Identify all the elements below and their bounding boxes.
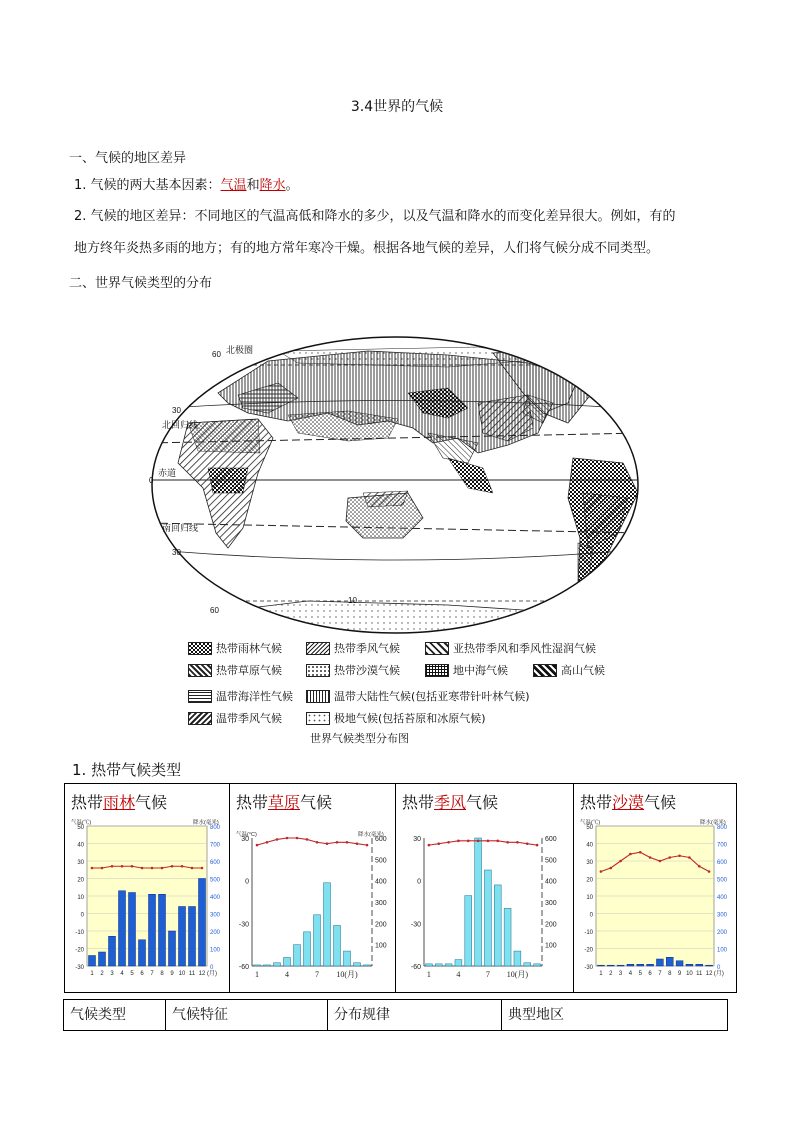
- month-tick-label: 9: [170, 971, 174, 977]
- legend-mediterranean: [425, 662, 508, 678]
- legend-label: 温带海洋性气候: [216, 690, 293, 703]
- temperature-point: [600, 870, 603, 873]
- precip-bar: [344, 951, 351, 966]
- precip-bar: [656, 959, 663, 966]
- temp-axis-label: 气温(℃): [580, 820, 601, 826]
- month-tick-label: 9: [677, 971, 682, 977]
- precip-tick-label: 600: [717, 860, 728, 866]
- precip-bar: [199, 879, 206, 967]
- temp-tick-label: -20: [584, 947, 593, 954]
- month-tick-label: 1: [426, 970, 431, 979]
- label-equator: 赤道: [158, 468, 177, 478]
- month-tick-label: (月): [207, 971, 217, 977]
- month-tick-label: 5: [638, 971, 642, 977]
- term-precipitation: 降水: [259, 178, 286, 193]
- precip-bar: [179, 907, 186, 967]
- temperature-point: [428, 844, 431, 847]
- precip-bar: [637, 964, 644, 966]
- temperature-point: [286, 837, 289, 840]
- legend-label: 热带雨林气候: [216, 642, 282, 655]
- precip-bar: [334, 925, 341, 966]
- legend-label: 温带大陆性气候(包括亚寒带针叶林气候): [334, 690, 530, 703]
- temperature-point: [296, 837, 299, 840]
- table-header-type: 气候类型: [64, 1000, 166, 1030]
- precip-tick-label: 400: [717, 895, 728, 901]
- legend-label: 热带草原气候: [216, 664, 282, 677]
- precip-tick-label: 100: [375, 942, 387, 950]
- section2-heading: 二、世界气候类型的分布: [69, 276, 213, 291]
- month-tick-label: 7: [658, 971, 662, 977]
- label-lat-60s: 60: [210, 606, 219, 615]
- precip-bar: [686, 964, 693, 966]
- month-tick-label: 3: [110, 971, 114, 977]
- temperature-point: [336, 841, 339, 844]
- swatch-icon: [306, 690, 330, 703]
- precip-bar: [119, 891, 126, 966]
- month-tick-label: 8: [668, 971, 672, 977]
- legend-label: 亚热带季风和季风性湿润气候: [453, 642, 596, 655]
- title-prefix: 热带: [580, 793, 613, 812]
- temperature-point: [688, 856, 691, 859]
- item2-line2: 地方终年炎热多雨的地方；有的地方常年寒冷干燥。根据各地气候的差异，人们将气候分成不同类型。: [74, 241, 660, 256]
- title-prefix: 热带: [71, 793, 104, 812]
- month-tick-label: (月): [713, 971, 724, 977]
- precip-tick-label: 100: [210, 947, 221, 954]
- temp-tick-label: 40: [586, 842, 593, 849]
- table-header-features: 气候特征: [166, 1000, 328, 1030]
- temp-axis-label: 气温(°C): [236, 832, 257, 838]
- temp-tick-label: -30: [75, 965, 84, 971]
- temp-tick-label: 0: [245, 878, 249, 886]
- month-tick-label: 11: [188, 971, 196, 977]
- legend-polar: [306, 710, 486, 726]
- precip-tick-label: 200: [210, 930, 221, 936]
- temperature-point: [678, 854, 681, 857]
- title-suffix: 气候: [644, 793, 677, 812]
- precip-bar: [475, 838, 482, 966]
- tropical-heading: 1. 热带气候类型: [72, 761, 182, 779]
- temperature-point: [201, 867, 204, 870]
- precip-bar: [706, 965, 713, 966]
- title-suffix: 气候: [300, 793, 333, 812]
- precip-tick-label: 500: [717, 877, 728, 884]
- month-tick-label: 7: [485, 970, 490, 979]
- temp-tick-label: 50: [77, 825, 84, 831]
- precip-tick-label: 400: [210, 895, 221, 901]
- precip-bar: [455, 960, 462, 966]
- precip-tick-label: 400: [545, 878, 557, 886]
- month-tick-label: 7: [150, 971, 154, 977]
- precip-bar: [169, 931, 176, 966]
- chart-cell-monsoon: [396, 784, 574, 992]
- precip-bar: [504, 908, 511, 966]
- temp-tick-label: 0: [417, 878, 421, 886]
- precip-bar: [294, 945, 301, 966]
- temp-tick-label: 10: [77, 895, 84, 901]
- temperature-point: [487, 840, 490, 843]
- precip-tick-label: 300: [375, 900, 387, 907]
- item1-end: 。: [285, 178, 299, 193]
- legend-tropical-monsoon: [306, 640, 400, 656]
- month-tick-label: 6: [648, 971, 652, 977]
- chart-cell-savanna: [230, 784, 396, 992]
- month-tick-label: 2: [100, 971, 104, 977]
- precip-tick-label: 600: [210, 860, 221, 866]
- precip-bar: [494, 885, 501, 966]
- temperature-point: [256, 844, 259, 847]
- temp-tick-label: 20: [77, 877, 84, 884]
- precip-bar: [274, 963, 281, 966]
- title-suffix: 气候: [466, 793, 499, 812]
- precip-tick-label: 200: [545, 921, 557, 929]
- temperature-point: [346, 841, 349, 844]
- temperature-point: [477, 840, 480, 843]
- temp-tick-label: 30: [241, 836, 249, 843]
- temperature-point: [326, 842, 329, 845]
- temperature-point: [191, 867, 194, 870]
- temperature-point: [708, 870, 711, 873]
- label-tropic-of-cancer: 北回归线: [162, 420, 199, 430]
- swatch-icon: [188, 690, 212, 703]
- item1-prefix: 1. 气候的两大基本因素：: [74, 178, 221, 193]
- legend-temperate-monsoon: [188, 710, 282, 726]
- temperature-point: [619, 860, 622, 863]
- temperature-point: [437, 842, 440, 845]
- legend-highland: [533, 662, 605, 678]
- temperature-point: [121, 865, 124, 868]
- temperature-line: [429, 841, 537, 845]
- legend-label: 极地气候(包括苔原和冰原气候): [334, 712, 486, 725]
- swatch-icon: [188, 642, 212, 655]
- map-caption: 世界气候类型分布图: [310, 732, 409, 745]
- climate-chart-monsoon: [398, 816, 570, 988]
- climate-chart-savanna: [232, 816, 394, 988]
- precip-bar: [364, 965, 371, 966]
- table-header-distribution: 分布规律: [328, 1000, 502, 1030]
- precip-bar: [445, 964, 452, 966]
- swatch-icon: [306, 642, 330, 655]
- month-tick-label: 10(月): [336, 970, 358, 979]
- temp-tick-label: 20: [586, 877, 593, 884]
- month-tick-label: 3: [618, 971, 623, 977]
- chart-cell-desert: [574, 784, 736, 992]
- temp-tick-label: -20: [75, 947, 84, 954]
- precip-bar: [324, 883, 331, 966]
- chart-cell-rainforest: [65, 784, 230, 992]
- month-tick-label: 4: [628, 971, 633, 977]
- precip-tick-label: 300: [210, 912, 221, 919]
- precip-axis-label: 降水(毫米): [193, 820, 219, 826]
- item2-line1: 2. 气候的地区差异：不同地区的气温高低和降水的多少，以及气温和降水的而变化差异很大。例如，有的: [74, 209, 676, 224]
- legend-tropical-desert: [306, 662, 400, 678]
- precip-tick-label: 0: [210, 965, 214, 971]
- title-prefix: 热带: [402, 793, 435, 812]
- precip-bar: [129, 893, 136, 967]
- precip-tick-label: 200: [717, 930, 728, 936]
- swatch-icon: [188, 712, 212, 725]
- precip-bar: [607, 965, 614, 966]
- swatch-icon: [188, 664, 212, 677]
- temperature-point: [266, 841, 269, 844]
- temperature-point: [629, 853, 632, 856]
- label-lon-10: 10: [348, 596, 357, 605]
- climate-chart-table: [64, 783, 737, 993]
- temp-tick-label: -60: [410, 964, 421, 971]
- precip-bar: [676, 961, 683, 966]
- month-tick-label: 4: [285, 970, 289, 979]
- precip-bar: [89, 956, 96, 967]
- temperature-point: [276, 838, 279, 841]
- temperature-point: [496, 840, 499, 843]
- temp-tick-label: -60: [238, 964, 249, 971]
- month-tick-label: 4: [456, 970, 461, 979]
- section1-heading: 一、气候的地区差异: [69, 151, 187, 166]
- label-tropic-of-capricorn: 南回归线: [162, 523, 199, 533]
- precip-bar: [465, 896, 472, 966]
- temperature-point: [516, 841, 519, 844]
- precip-bar: [264, 965, 271, 966]
- temperature-point: [316, 841, 319, 844]
- precip-tick-label: 600: [545, 836, 557, 843]
- month-tick-label: 11: [696, 971, 703, 977]
- temperature-point: [526, 842, 529, 845]
- temperature-point: [111, 865, 114, 868]
- title-term: 沙漠: [612, 793, 645, 812]
- legend-label: 地中海气候: [453, 664, 508, 677]
- temperature-point: [356, 842, 359, 845]
- month-tick-label: 1: [90, 971, 94, 977]
- precip-bar: [99, 952, 106, 966]
- precip-tick-label: 700: [717, 842, 728, 849]
- temperature-point: [609, 867, 612, 870]
- month-tick-label: 7: [315, 970, 319, 979]
- temperature-line: [257, 838, 367, 845]
- precip-tick-label: 0: [717, 965, 721, 971]
- temperature-point: [668, 856, 671, 859]
- label-lon-0: 0: [149, 476, 154, 485]
- month-tick-label: 10: [686, 971, 693, 977]
- swatch-icon: [425, 664, 449, 677]
- temp-tick-label: -10: [584, 930, 593, 936]
- temp-tick-label: -10: [75, 930, 84, 936]
- precip-bar: [617, 965, 624, 966]
- temperature-point: [698, 865, 701, 868]
- temp-tick-label: 30: [586, 860, 593, 866]
- title-term: 草原: [268, 793, 301, 812]
- precip-tick-label: 700: [210, 842, 221, 849]
- temp-tick-label: -30: [410, 921, 421, 929]
- term-temperature: 气温: [220, 178, 247, 193]
- precip-tick-label: 800: [210, 825, 221, 831]
- swatch-icon: [425, 642, 449, 655]
- precip-tick-label: 800: [717, 825, 728, 831]
- swatch-icon: [533, 664, 557, 677]
- precip-bar: [149, 894, 156, 966]
- precip-tick-label: 200: [375, 921, 387, 929]
- chart-title: [236, 790, 332, 813]
- temperature-point: [306, 838, 309, 841]
- precip-bar: [425, 964, 432, 966]
- temp-axis-label: 气温(℃): [71, 820, 92, 826]
- precip-tick-label: 600: [375, 836, 387, 843]
- precip-bar: [159, 894, 166, 966]
- item1: [74, 170, 299, 202]
- climate-chart-rainforest: [67, 816, 227, 988]
- month-tick-label: 6: [140, 971, 144, 977]
- title-prefix: 热带: [236, 793, 269, 812]
- label-lat-60n: 60: [212, 350, 221, 359]
- legend-label: 高山气候: [561, 664, 605, 677]
- temperature-point: [659, 860, 662, 863]
- precip-bar: [597, 965, 604, 966]
- month-tick-label: 1: [255, 970, 259, 979]
- temperature-point: [141, 867, 144, 870]
- title-term: 季风: [434, 793, 467, 812]
- item1-and: 和: [246, 178, 260, 193]
- climate-info-table: [63, 999, 728, 1031]
- month-tick-label: 10: [178, 971, 186, 977]
- climate-chart-desert: [576, 816, 734, 988]
- precip-tick-label: 100: [717, 947, 728, 954]
- precip-tick-label: 100: [545, 942, 557, 950]
- month-tick-label: 1: [599, 971, 603, 977]
- month-tick-label: 4: [120, 971, 124, 977]
- precip-tick-label: 400: [375, 878, 387, 886]
- precip-bar: [354, 963, 361, 966]
- label-lat-30n: 30: [172, 406, 181, 415]
- table-header-regions: 典型地区: [508, 1007, 564, 1023]
- label-lat-30s: 30: [172, 548, 181, 557]
- legend-temperate-maritime: [188, 688, 293, 704]
- precip-tick-label: 500: [375, 857, 387, 865]
- month-tick-label: 8: [160, 971, 164, 977]
- legend-label: 热带季风气候: [334, 642, 400, 655]
- precip-axis-label: 降水(毫米): [700, 820, 726, 826]
- legend-temperate-continental: [306, 688, 530, 704]
- temperature-point: [536, 844, 539, 847]
- precip-tick-label: 500: [210, 877, 221, 884]
- precip-bar: [627, 964, 634, 966]
- precip-bar: [514, 951, 521, 966]
- precip-bar: [109, 936, 116, 966]
- precip-bar: [314, 915, 321, 966]
- temp-tick-label: 40: [77, 842, 84, 849]
- chart-title: [71, 790, 167, 813]
- precip-bar: [484, 870, 491, 966]
- month-tick-label: 12: [705, 971, 713, 977]
- precip-tick-label: 300: [717, 912, 728, 919]
- precip-bar: [189, 907, 196, 967]
- legend-tropical-rainforest: [188, 640, 282, 656]
- temperature-point: [639, 851, 642, 854]
- swatch-icon: [306, 712, 330, 725]
- legend-label: 温带季风气候: [216, 712, 282, 725]
- precip-bar: [666, 957, 673, 966]
- temperature-point: [649, 856, 652, 859]
- precip-tick-label: 500: [545, 857, 557, 865]
- month-tick-label: 10(月): [506, 970, 529, 979]
- legend-tropical-savanna: [188, 662, 282, 678]
- chart-title: [580, 790, 676, 813]
- month-tick-label: 12: [198, 971, 206, 977]
- temp-tick-label: 30: [77, 860, 84, 866]
- temperature-point: [457, 840, 460, 843]
- temperature-point: [161, 867, 164, 870]
- temperature-point: [131, 865, 134, 868]
- precip-bar: [696, 964, 703, 966]
- precip-bar: [524, 963, 531, 966]
- precip-bar: [534, 964, 541, 966]
- temperature-point: [101, 867, 104, 870]
- temp-tick-label: -30: [584, 965, 593, 971]
- precip-tick-label: 300: [545, 900, 557, 907]
- temperature-point: [467, 840, 470, 843]
- temp-tick-label: 0: [80, 912, 84, 919]
- swatch-icon: [306, 664, 330, 677]
- temperature-point: [506, 841, 509, 844]
- temperature-point: [181, 865, 184, 868]
- chart-title: [402, 790, 498, 813]
- temperature-point: [366, 844, 369, 847]
- temp-tick-label: -30: [238, 921, 249, 929]
- world-climate-map: [148, 333, 642, 638]
- page-title: 3.4世界的气候: [350, 99, 444, 115]
- temp-tick-label: 30: [413, 836, 421, 843]
- legend-subtropical-monsoon: [425, 640, 596, 656]
- temp-tick-label: 0: [589, 912, 593, 919]
- precip-bar: [254, 965, 261, 966]
- month-tick-label: 5: [130, 971, 134, 977]
- temperature-point: [91, 867, 94, 870]
- precip-bar: [139, 940, 146, 966]
- month-tick-label: 2: [609, 971, 613, 977]
- precip-bar: [647, 964, 654, 966]
- temperature-point: [171, 865, 174, 868]
- legend-label: 热带沙漠气候: [334, 664, 400, 677]
- temp-tick-label: 10: [586, 895, 593, 901]
- precip-bar: [284, 957, 291, 966]
- precip-axis-label: 降水(毫米): [358, 832, 384, 838]
- temp-tick-label: 50: [586, 825, 593, 831]
- precip-bar: [304, 932, 311, 966]
- label-arctic-circle: 北极圈: [226, 345, 254, 355]
- title-term: 雨林: [103, 793, 136, 812]
- title-suffix: 气候: [135, 793, 168, 812]
- temperature-point: [447, 841, 450, 844]
- temperature-point: [151, 867, 154, 870]
- precip-bar: [435, 964, 442, 966]
